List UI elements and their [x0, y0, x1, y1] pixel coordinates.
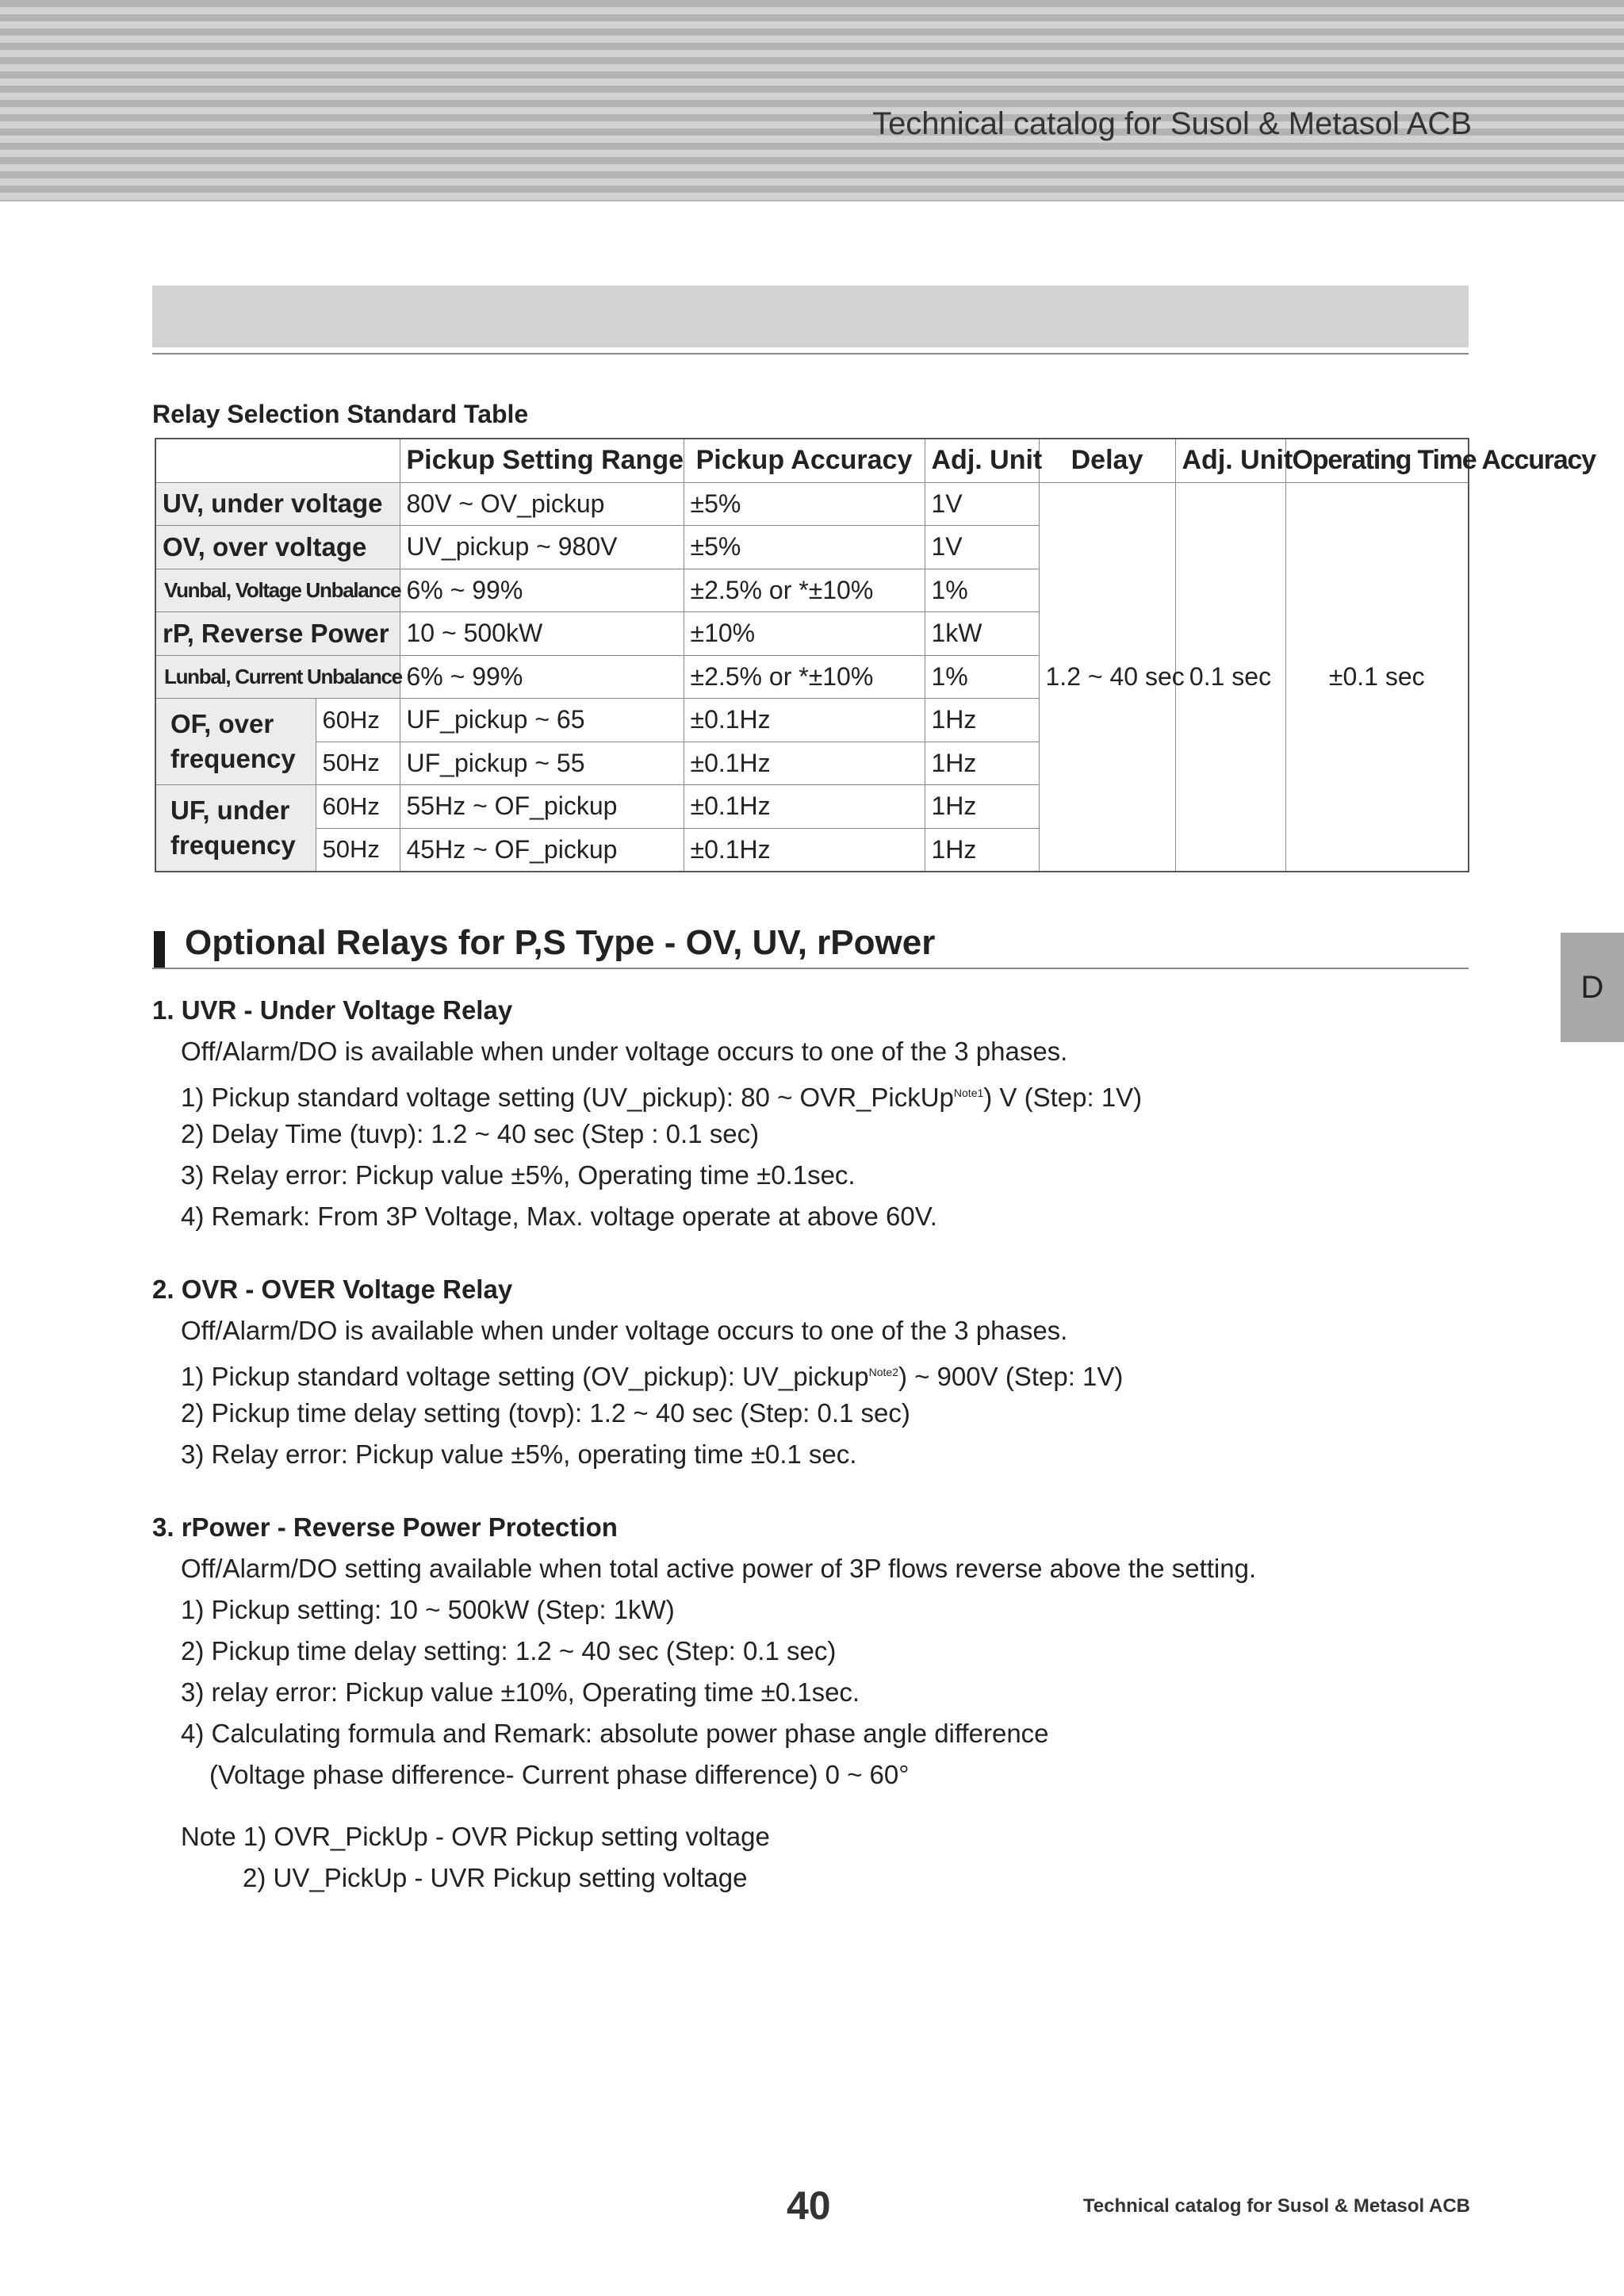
col-header: Pickup Accuracy	[684, 439, 925, 482]
table-row	[155, 482, 1469, 526]
cell-range: 80V ~ OV_pickup	[400, 482, 684, 526]
row-label: OF, over frequency	[155, 699, 316, 785]
col-header: Delay	[1039, 439, 1175, 482]
cell-adj-unit: 1Hz	[925, 742, 1039, 785]
ovr-heading: 2. OVR - OVER Voltage Relay	[152, 1274, 513, 1304]
rpower-item-4: 4) Calculating formula and Remark: absolute power phase angle difference	[181, 1719, 1049, 1748]
cell-accuracy: ±0.1Hz	[684, 785, 925, 829]
row-label: rP, Reverse Power	[155, 612, 400, 656]
uvr-item-1-text: 1) Pickup standard voltage setting (UV_pickup): 80 ~ OVR_PickUp	[181, 1083, 954, 1112]
cell-frequency: 50Hz	[316, 742, 400, 785]
uvr-item-1	[152, 1072, 1469, 1114]
cell-accuracy: ±2.5% or *±10%	[684, 655, 925, 699]
uvr-intro: Off/Alarm/DO is available when under voltage occurs to one of the 3 phases.	[181, 1037, 1068, 1066]
row-label: Vunbal, Voltage Unbalance	[155, 569, 400, 612]
cell-range: UF_pickup ~ 55	[400, 742, 684, 785]
cell-adj-unit: 1%	[925, 569, 1039, 612]
cell-accuracy: ±0.1Hz	[684, 828, 925, 872]
cell-range: UV_pickup ~ 980V	[400, 526, 684, 569]
section-title: Optional Relays for P,S Type - OV, UV, rPower	[185, 923, 936, 962]
cell-accuracy: ±10%	[684, 612, 925, 656]
cell-adj-unit: 1kW	[925, 612, 1039, 656]
table-title: Relay Selection Standard Table	[152, 400, 529, 428]
row-label: Lunbal, Current Unbalance	[155, 655, 400, 699]
cell-range: 55Hz ~ OF_pickup	[400, 785, 684, 829]
side-tab[interactable]: D	[1561, 933, 1624, 1042]
cell-range: 10 ~ 500kW	[400, 612, 684, 656]
uvr-item-4: 4) Remark: From 3P Voltage, Max. voltage operate at above 60V.	[181, 1202, 937, 1231]
cell-accuracy: ±5%	[684, 482, 925, 526]
uvr-item-1-tail: ) V (Step: 1V)	[983, 1083, 1143, 1112]
cell-range: 6% ~ 99%	[400, 655, 684, 699]
col-header: Operating Time Accuracy	[1285, 439, 1469, 482]
cell-adj-unit: 1V	[925, 482, 1039, 526]
ovr-item-1	[152, 1351, 1469, 1393]
cell-frequency: 60Hz	[316, 699, 400, 742]
col-header: Adj. Unit	[925, 439, 1039, 482]
uvr-item-3: 3) Relay error: Pickup value ±5%, Operating time ±0.1sec.	[181, 1160, 856, 1190]
uvr-heading: 1. UVR - Under Voltage Relay	[152, 995, 513, 1025]
row-label: UF, under frequency	[155, 785, 316, 872]
cell-accuracy: ±0.1Hz	[684, 699, 925, 742]
rpower-intro: Off/Alarm/DO setting available when total active power of 3P flows reverse above the setting.	[181, 1554, 1257, 1583]
row-label: OV, over voltage	[155, 526, 400, 569]
table-header-row	[155, 439, 1469, 482]
note-ref: Note1	[953, 1087, 984, 1099]
cell-range: 45Hz ~ OF_pickup	[400, 828, 684, 872]
cell-adj-unit: 1Hz	[925, 828, 1039, 872]
header-title: Technical catalog for Susol & Metasol ACB	[872, 106, 1472, 141]
page-number: 40	[787, 2183, 831, 2228]
cell-delay: 1.2 ~ 40 sec	[1039, 482, 1175, 872]
note-2: 2) UV_PickUp - UVR Pickup setting voltage	[243, 1863, 748, 1892]
ovr-item-1-tail: ) ~ 900V (Step: 1V)	[898, 1362, 1124, 1391]
rpower-item-4-cont: (Voltage phase difference- Current phase difference) 0 ~ 60°	[209, 1760, 910, 1789]
section-rule	[152, 968, 1469, 969]
footer-title: Technical catalog for Susol & Metasol ACB	[1082, 2195, 1470, 2217]
cell-adj-unit: 1V	[925, 526, 1039, 569]
ovr-item-3: 3) Relay error: Pickup value ±5%, operating time ±0.1 sec.	[181, 1439, 857, 1469]
row-label: UV, under voltage	[155, 482, 400, 526]
col-header: Pickup Setting Range	[400, 439, 684, 482]
ovr-item-2: 2) Pickup time delay setting (tovp): 1.2 ~ 40 sec (Step: 0.1 sec)	[181, 1398, 910, 1428]
cell-adj-unit: 1Hz	[925, 699, 1039, 742]
cell-frequency: 50Hz	[316, 828, 400, 872]
rpower-item-1: 1) Pickup setting: 10 ~ 500kW (Step: 1kW)	[181, 1595, 675, 1624]
note-ref: Note2	[868, 1366, 898, 1378]
cell-adj-unit: 1%	[925, 655, 1039, 699]
relay-selection-table	[155, 438, 1595, 872]
ovr-item-1-text: 1) Pickup standard voltage setting (OV_pickup): UV_pickup	[181, 1362, 869, 1391]
rpower-item-3: 3) relay error: Pickup value ±10%, Operating time ±0.1sec.	[181, 1677, 860, 1707]
title-bar	[152, 286, 1469, 347]
header-band	[0, 0, 1624, 201]
ovr-intro: Off/Alarm/DO is available when under voltage occurs to one of the 3 phases.	[181, 1316, 1068, 1345]
uvr-item-2: 2) Delay Time (tuvp): 1.2 ~ 40 sec (Step : 0.1 sec)	[181, 1119, 760, 1148]
cell-frequency: 60Hz	[316, 785, 400, 829]
cell-range: 6% ~ 99%	[400, 569, 684, 612]
header-blank	[155, 439, 400, 482]
rpower-heading: 3. rPower - Reverse Power Protection	[152, 1512, 618, 1542]
rpower-item-2: 2) Pickup time delay setting: 1.2 ~ 40 sec (Step: 0.1 sec)	[181, 1636, 837, 1665]
cell-op-time-accuracy: ±0.1 sec	[1285, 482, 1469, 872]
cell-accuracy: ±2.5% or *±10%	[684, 569, 925, 612]
section-marker	[154, 931, 165, 968]
cell-accuracy: ±0.1Hz	[684, 742, 925, 785]
cell-range: UF_pickup ~ 65	[400, 699, 684, 742]
cell-delay-unit: 0.1 sec	[1175, 482, 1285, 872]
col-header: Adj. Unit	[1175, 439, 1285, 482]
cell-accuracy: ±5%	[684, 526, 925, 569]
relay-descriptions	[152, 990, 1469, 1899]
note-1: Note 1) OVR_PickUp - OVR Pickup setting voltage	[181, 1822, 770, 1851]
title-rule	[152, 353, 1469, 355]
cell-adj-unit: 1Hz	[925, 785, 1039, 829]
